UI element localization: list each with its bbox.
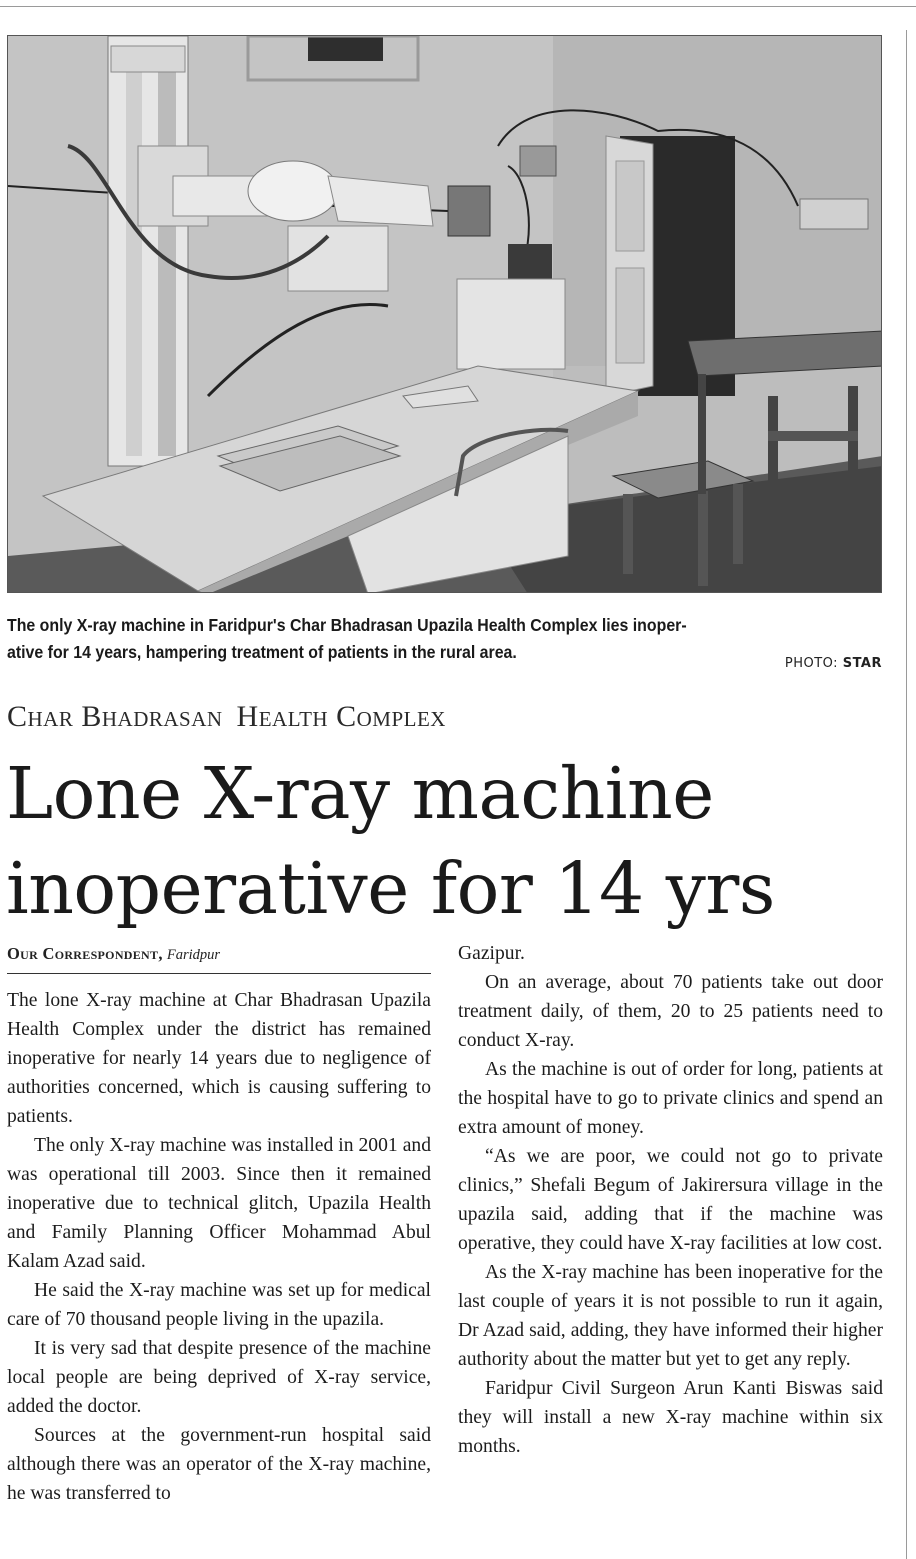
- article-column-right: [458, 939, 883, 1461]
- kicker: [7, 700, 446, 734]
- paragraph: On an average, about 70 patients take out door treatment daily, of them, 20 to 25 patients need to conduct X-ray.: [458, 972, 883, 1051]
- photo-caption: [7, 612, 886, 666]
- byline-location: Faridpur: [166, 947, 221, 963]
- paragraph: “As we are poor, we could not go to private clinics,” Shefali Begum of Jakirersura village in the upazila said, adding that if the machine was operative, they could have X-ray facilities at low cost.: [458, 1146, 883, 1254]
- paragraph: As the machine is out of order for long, patients at the hospital have to go to private clinics and spend an extra amount of money.: [458, 1059, 883, 1138]
- headline-line-2: inoperative for 14 yrs: [6, 847, 775, 930]
- byline-rule: [7, 973, 431, 974]
- paragraph: Sources at the government-run hospital said although there was an operator of the X-ray machine, he was transferred to: [7, 1425, 431, 1504]
- paragraph: The lone X-ray machine at Char Bhadrasan Upazila Health Complex under the district has remained inoperative for nearly 14 years due to negligence of authorities concerned, which is causing suffering to patients.: [7, 990, 431, 1127]
- paragraph: The only X-ray machine was installed in 2001 and was operational till 2003. Since then it remained inoperative due to technical glitch, Upazila Health and Family Planning Officer Mohammad Abul Kalam Azad said.: [7, 1135, 431, 1272]
- paragraph: It is very sad that despite presence of the machine local people are being deprived of X-ray service, added the doctor.: [7, 1338, 431, 1417]
- paragraph: Faridpur Civil Surgeon Arun Kanti Biswas said they will install a new X-ray machine within six months.: [458, 1378, 883, 1457]
- caption-line-1: The only X-ray machine in Faridpur's Char Bhadrasan Upazila Health Complex lies inoper-: [7, 615, 687, 635]
- article-column-left: [7, 986, 431, 1508]
- byline: [7, 944, 220, 964]
- news-photo: [7, 35, 882, 593]
- paragraph: He said the X-ray machine was set up for medical care of 70 thousand people living in the upazila.: [7, 1280, 431, 1330]
- byline-author: Our Correspondent,: [7, 944, 163, 963]
- kicker-part-2: Health Complex: [236, 700, 446, 733]
- column-rule: [906, 30, 907, 1559]
- photo-credit-source: STAR: [842, 656, 882, 671]
- paragraph: As the X-ray machine has been inoperative for the last couple of years it is not possible to run it again, Dr Azad said, adding, they have informed their higher authority about the matter but yet to get any reply.: [458, 1262, 883, 1370]
- headline-line-1: Lone X-ray machine: [6, 752, 714, 835]
- top-rule: [0, 6, 916, 7]
- headline: [6, 746, 906, 936]
- paragraph-continuation: Gazipur.: [458, 943, 525, 964]
- photo-credit: [785, 656, 882, 671]
- kicker-part-1: Char Bhadrasan: [7, 700, 223, 733]
- caption-line-2: ative for 14 years, hampering treatment of patients in the rural area.: [7, 642, 517, 662]
- photo-credit-label: PHOTO:: [784, 656, 839, 671]
